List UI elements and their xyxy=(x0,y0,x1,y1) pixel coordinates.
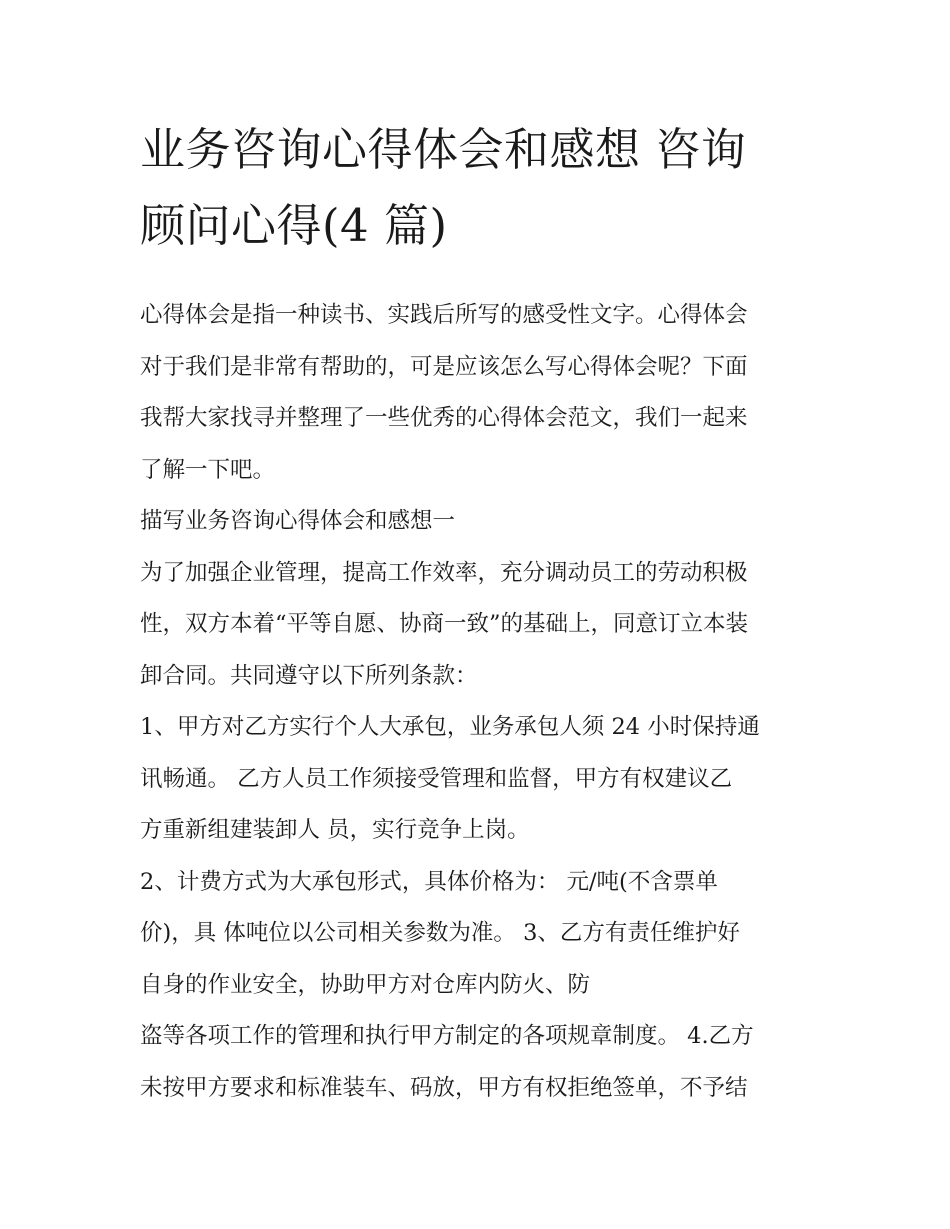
text-line: 讯畅通。 乙方人员工作须接受管理和监督，甲方有权建议乙 xyxy=(140,765,733,792)
text-line: 盗等各项工作的管理和执行甲方制定的各项规章制度。 4.乙方 xyxy=(140,1023,754,1049)
contract-preamble xyxy=(140,548,815,703)
document-body xyxy=(140,112,815,1114)
text-line: 描写业务咨询心得体会和感想一 xyxy=(140,508,456,534)
intro-paragraph xyxy=(140,290,815,496)
text-line: 自身的作业安全，协助甲方对仓库内防火、防 xyxy=(140,971,591,998)
text-line: 了解一下吧。 xyxy=(140,456,276,483)
text-line: 1、甲方对乙方实行个人大承包，业务承包人须 24 小时保持通 xyxy=(140,714,760,740)
text-line: 对于我们是非常有帮助的，可是应该怎么写心得体会呢？下面 xyxy=(140,353,748,380)
section-heading xyxy=(140,496,815,548)
document-title xyxy=(140,112,815,264)
text-line: 我帮大家找寻并整理了一些优秀的心得体会范文，我们一起来 xyxy=(140,405,748,431)
title-line: 顾问心得(4 篇) xyxy=(140,199,448,252)
text-line: 2、计费方式为大承包形式，具体价格为： 元/吨(不含票单 xyxy=(140,868,718,895)
title-line: 业务咨询心得体会和感想 咨询 xyxy=(140,123,747,176)
text-line: 卸合同。共同遵守以下所列条款： xyxy=(140,662,478,689)
text-line: 未按甲方要求和标准装车、码放，甲方有权拒绝签单，不予结 xyxy=(140,1074,748,1101)
text-line: 心得体会是指一种读书、实践后所写的感受性文字。心得体会 xyxy=(140,302,748,328)
text-line: 为了加强企业管理，提高工作效率，充分调动员工的劳动积极 xyxy=(140,559,748,586)
text-line: 方重新组建装卸人 员，实行竞争上岗。 xyxy=(140,817,530,843)
text-line: 性，双方本着“平等自愿、协商一致”的基础上，同意订立本装 xyxy=(140,611,749,637)
text-line: 价)，具 体吨位以公司相关参数为准。 3、乙方有责任维护好 xyxy=(140,920,740,946)
clause-2-4 xyxy=(140,857,815,1115)
clause-1 xyxy=(140,702,815,857)
